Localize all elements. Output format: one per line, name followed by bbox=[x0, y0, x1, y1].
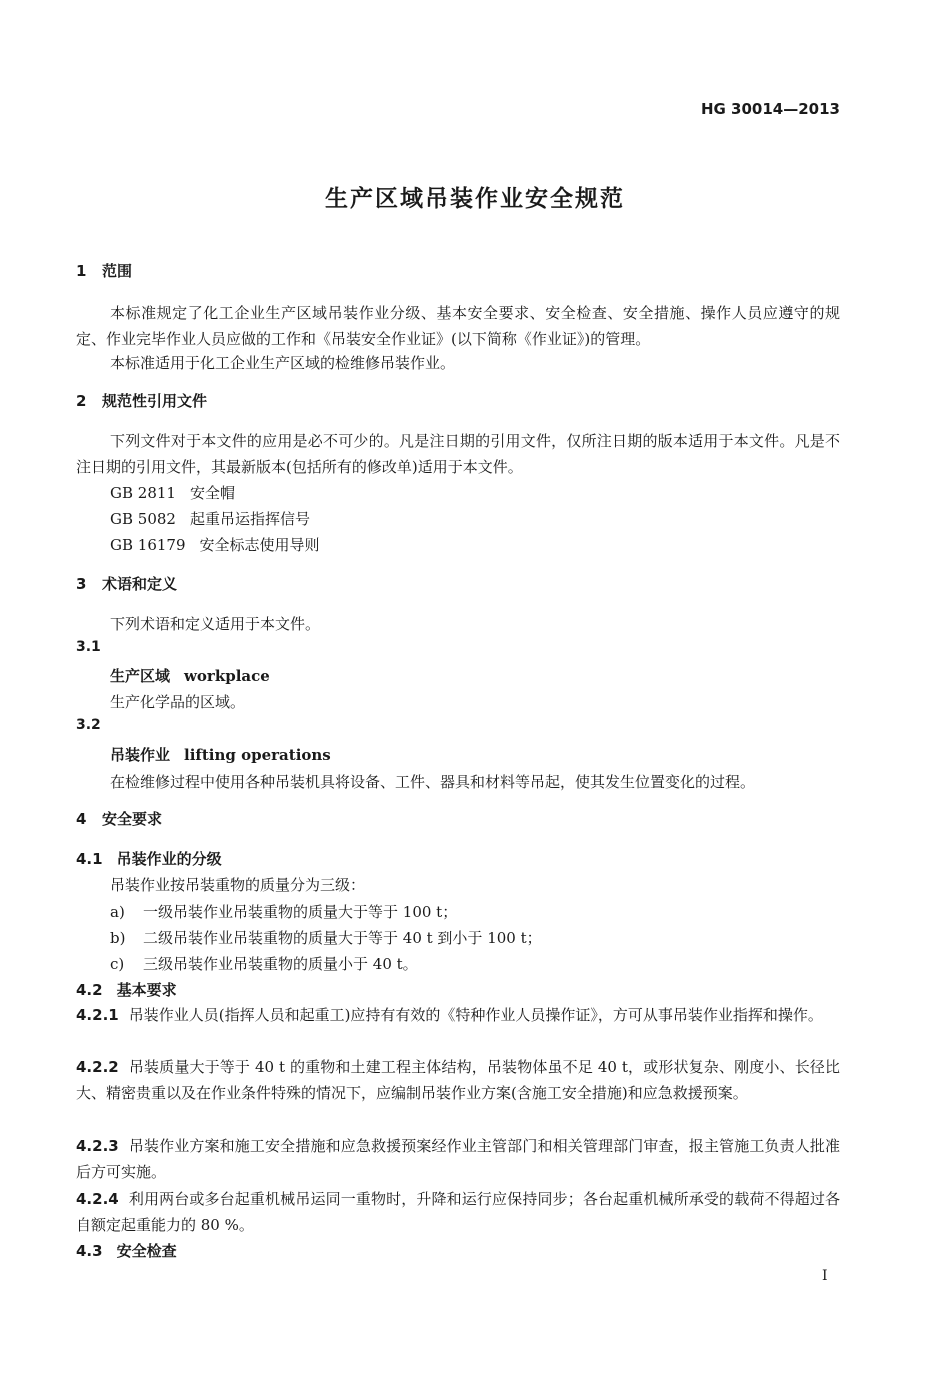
clause-number: 4.2.4 bbox=[76, 1190, 119, 1208]
subsection-number: 4.2 bbox=[76, 981, 103, 999]
subsection-4-2-heading bbox=[76, 979, 177, 1000]
section-title: 规范性引用文件 bbox=[102, 392, 208, 410]
clause-number: 4.2.1 bbox=[76, 1006, 119, 1024]
section-title: 范围 bbox=[102, 262, 133, 280]
term-zh: 吊装作业 bbox=[110, 746, 171, 764]
clause-4-2-1 bbox=[76, 1002, 840, 1028]
subsection-number: 4.3 bbox=[76, 1242, 103, 1260]
list-marker: b) bbox=[110, 929, 126, 947]
reference-title: 安全帽 bbox=[189, 484, 235, 502]
term-definition: 生产化学品的区域。 bbox=[110, 693, 246, 711]
clause-text: 吊装作业方案和施工安全措施和应急救援预案经作业主管部门和相关管理部门审查，报主管施工负责人批准后方可实施。 bbox=[76, 1137, 840, 1181]
list-text: 三级吊装作业吊装重物的质量小于 40 t。 bbox=[143, 955, 418, 973]
subsection-title: 安全检查 bbox=[116, 1242, 177, 1260]
section-2-paragraph: 下列文件对于本文件的应用是必不可少的。凡是注日期的引用文件，仅所注日期的版本适用于本文件。凡是不注日期的引用文件，其最新版本(包括所有的修改单)适用于本文件。 bbox=[76, 432, 840, 476]
list-text: 一级吊装作业吊装重物的质量大于等于 100 t； bbox=[143, 903, 458, 921]
reference-code: GB 2811 bbox=[110, 484, 176, 502]
subsection-title: 基本要求 bbox=[116, 981, 177, 999]
standard-number: HG 30014—2013 bbox=[700, 100, 840, 118]
section-title: 安全要求 bbox=[102, 810, 163, 828]
clause-text: 吊装作业人员(指挥人员和起重工)应持有有效的《特种作业人员操作证》，方可从事吊装作业指挥和操作。 bbox=[128, 1006, 823, 1024]
subsection-intro: 吊装作业按吊装重物的质量分为三级： bbox=[110, 876, 366, 894]
section-1-paragraph-2: 本标准适用于化工企业生产区域的检维修吊装作业。 bbox=[110, 354, 456, 372]
reference-code: GB 5082 bbox=[110, 510, 176, 528]
section-number: 2 bbox=[76, 392, 87, 410]
term-en: workplace bbox=[184, 667, 270, 685]
clause-text: 利用两台或多台起重机械吊运同一重物时，升降和运行应保持同步；各台起重机械所承受的载荷不得超过各自额定起重能力的 80 %。 bbox=[76, 1190, 840, 1234]
reference-title: 起重吊运指挥信号 bbox=[189, 510, 310, 528]
term-en: lifting operations bbox=[184, 746, 331, 764]
section-4-heading bbox=[76, 808, 162, 829]
clause-4-2-4 bbox=[76, 1186, 840, 1238]
normative-reference bbox=[110, 508, 310, 529]
clause-number: 4.2.3 bbox=[76, 1137, 119, 1155]
term-number: 3.2 bbox=[76, 717, 101, 733]
section-number: 1 bbox=[76, 262, 87, 280]
clause-4-2-3 bbox=[76, 1133, 840, 1185]
section-number: 4 bbox=[76, 810, 87, 828]
page-title: 生产区域吊装作业安全规范 bbox=[325, 186, 625, 212]
page-number: I bbox=[822, 1268, 828, 1284]
term-definition: 在检维修过程中使用各种吊装机具将设备、工件、器具和材料等吊起，使其发生位置变化的过程。 bbox=[110, 773, 756, 791]
section-2-heading bbox=[76, 390, 207, 411]
normative-reference bbox=[110, 534, 320, 555]
list-item bbox=[110, 901, 457, 922]
section-1-heading bbox=[76, 260, 132, 281]
subsection-title: 吊装作业的分级 bbox=[116, 850, 222, 868]
list-marker: c) bbox=[110, 955, 125, 973]
section-3-heading bbox=[76, 573, 177, 594]
list-marker: a) bbox=[110, 903, 125, 921]
clause-text: 吊装质量大于等于 40 t 的重物和土建工程主体结构，吊装物体虽不足 40 t，或形状复杂、刚度小、长径比大、精密贵重以及在作业条件特殊的情况下，应编制吊装作业方案(含施工安全措施)和应急救援预案。 bbox=[76, 1058, 840, 1102]
section-title: 术语和定义 bbox=[102, 575, 178, 593]
subsection-number: 4.1 bbox=[76, 850, 103, 868]
normative-reference bbox=[110, 482, 235, 503]
subsection-4-3-heading bbox=[76, 1240, 177, 1261]
list-item bbox=[110, 927, 542, 948]
term-number: 3.1 bbox=[76, 639, 101, 655]
section-1-paragraph-1: 本标准规定了化工企业生产区域吊装作业分级、基本安全要求、安全检查、安全措施、操作人员应遵守的规定、作业完毕作业人员应做的工作和《吊装安全作业证》(以下简称《作业证》)的管理。 bbox=[76, 304, 840, 348]
list-item bbox=[110, 953, 418, 974]
term-heading bbox=[110, 744, 331, 765]
clause-number: 4.2.2 bbox=[76, 1058, 119, 1076]
reference-code: GB 16179 bbox=[110, 536, 186, 554]
reference-title: 安全标志使用导则 bbox=[199, 536, 320, 554]
term-zh: 生产区域 bbox=[110, 667, 171, 685]
section-3-intro: 下列术语和定义适用于本文件。 bbox=[110, 615, 321, 633]
term-heading bbox=[110, 665, 270, 686]
section-number: 3 bbox=[76, 575, 87, 593]
list-text: 二级吊装作业吊装重物的质量大于等于 40 t 到小于 100 t； bbox=[143, 929, 542, 947]
clause-4-2-2 bbox=[76, 1054, 840, 1106]
subsection-4-1-heading bbox=[76, 848, 222, 869]
